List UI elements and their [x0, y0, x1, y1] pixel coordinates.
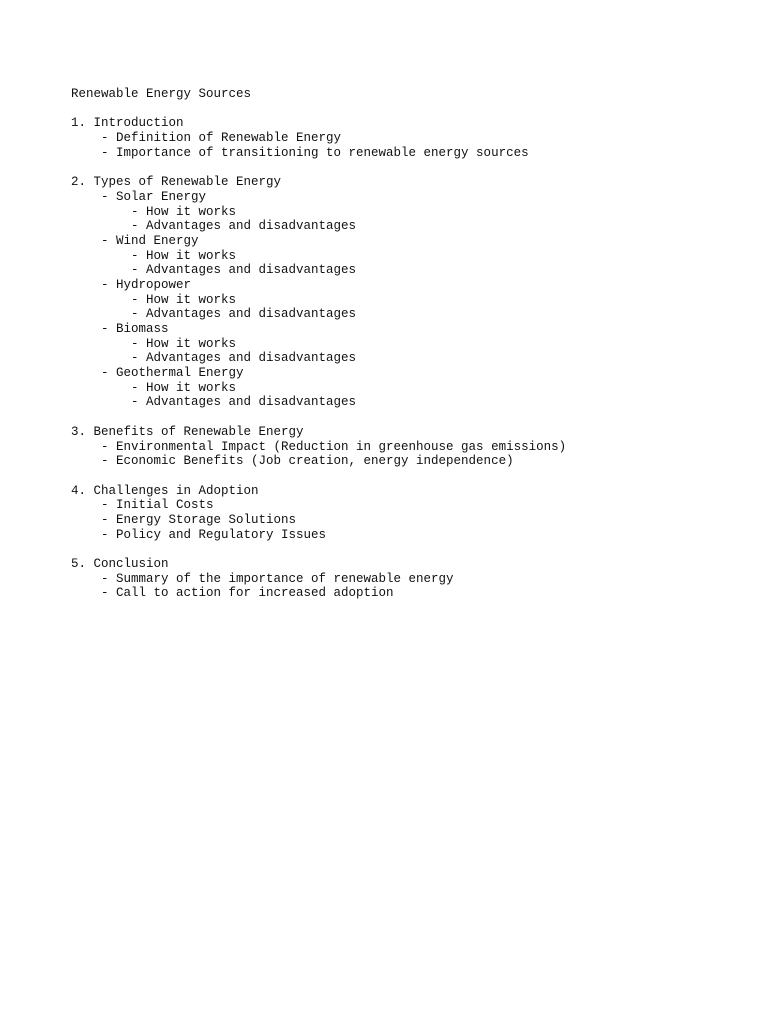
blank-line — [71, 542, 566, 557]
sub-list-item: - Advantages and disadvantages — [131, 395, 357, 410]
list-item: - Importance of transitioning to renewable energy sources — [101, 145, 529, 160]
sub-list-item: - Advantages and disadvantages — [131, 307, 357, 322]
section-heading-types: 2. Types of Renewable Energy — [71, 175, 282, 190]
list-item: - Environmental Impact (Reduction in greenhouse gas emissions) — [101, 439, 567, 454]
sub-list-item: - How it works — [131, 336, 237, 351]
document-title: Renewable Energy Sources — [71, 87, 252, 101]
list-item: - Economic Benefits (Job creation, energy independence) — [101, 454, 514, 469]
list-item: - Initial Costs — [101, 498, 214, 513]
list-item: - Summary of the importance of renewable energy — [101, 571, 454, 586]
list-item: - Call to action for increased adoption — [101, 586, 394, 601]
sub-list-item: - Advantages and disadvantages — [131, 263, 357, 278]
blank-line — [71, 160, 566, 175]
list-item-solar: - Solar Energy — [101, 189, 207, 204]
list-item: - Definition of Renewable Energy — [101, 131, 342, 146]
blank-line — [71, 102, 566, 117]
sub-list-item: - Advantages and disadvantages — [131, 219, 357, 234]
outline-content — [71, 87, 566, 601]
section-heading-introduction: 1. Introduction — [71, 116, 184, 131]
list-item-wind: - Wind Energy — [101, 233, 199, 248]
list-item: - Policy and Regulatory Issues — [101, 527, 327, 542]
sub-list-item: - How it works — [131, 248, 237, 263]
sub-list-item: - How it works — [131, 292, 237, 307]
blank-line — [71, 469, 566, 484]
list-item-biomass: - Biomass — [101, 322, 169, 336]
list-item-geothermal: - Geothermal Energy — [101, 366, 244, 381]
list-item-hydropower: - Hydropower — [101, 277, 192, 292]
sub-list-item: - How it works — [131, 204, 237, 219]
blank-line — [71, 410, 566, 425]
sub-list-item: - How it works — [131, 380, 237, 395]
section-heading-conclusion: 5. Conclusion — [71, 557, 169, 571]
sub-list-item: - Advantages and disadvantages — [131, 351, 357, 366]
section-heading-challenges: 4. Challenges in Adoption — [71, 483, 259, 498]
section-heading-benefits: 3. Benefits of Renewable Energy — [71, 424, 304, 439]
list-item: - Energy Storage Solutions — [101, 512, 297, 527]
